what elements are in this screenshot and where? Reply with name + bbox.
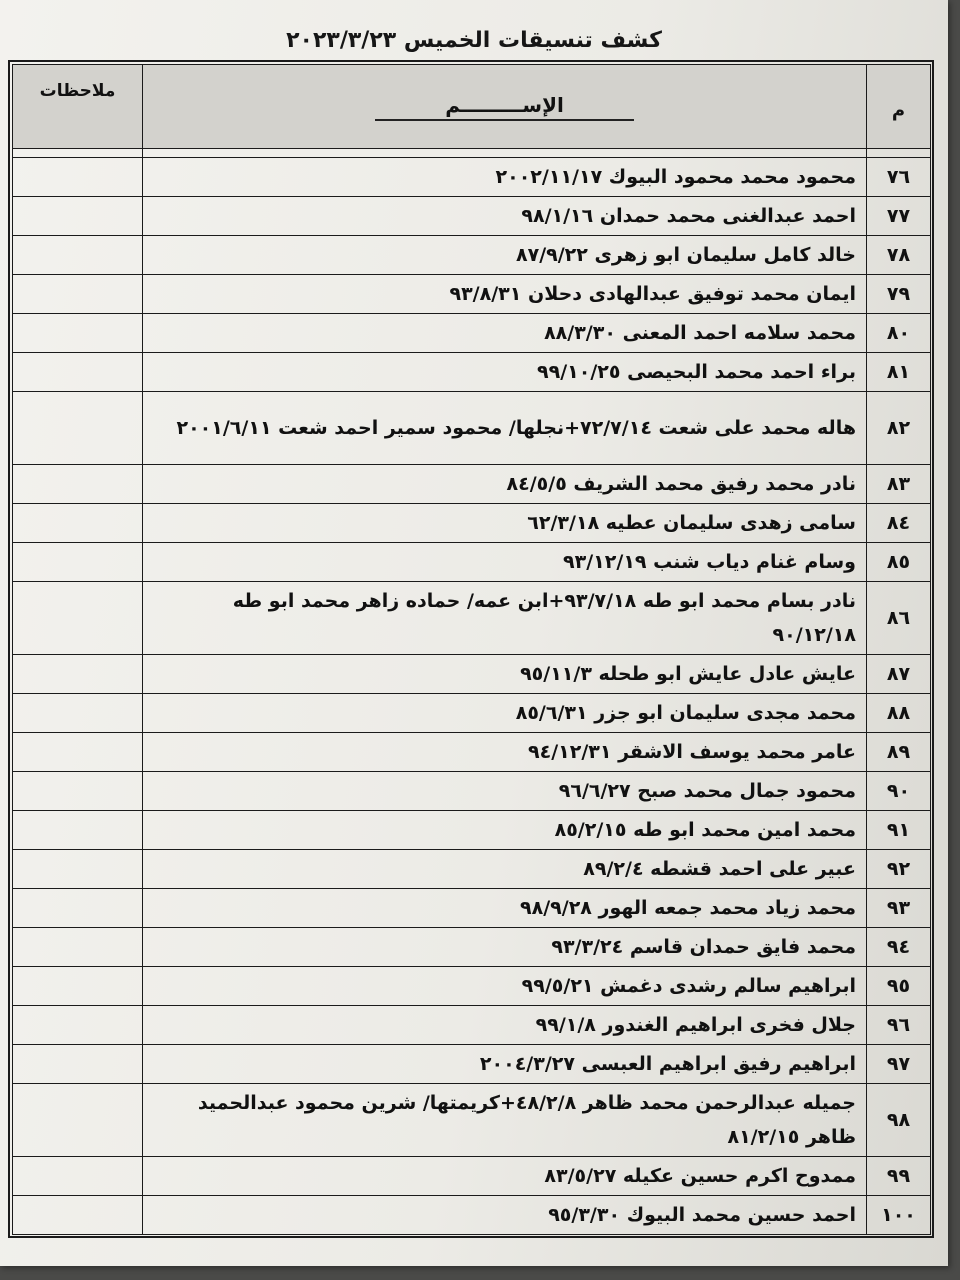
row-notes [13, 928, 143, 967]
row-notes [13, 967, 143, 1006]
table-row [13, 1157, 931, 1196]
row-number: ٩٨ [867, 1084, 931, 1157]
row-name: محمد زياد محمد جمعه الهور ٩٨/٩/٢٨ [143, 889, 867, 928]
table-row [13, 353, 931, 392]
table-row [13, 1006, 931, 1045]
row-notes [13, 733, 143, 772]
row-name: عامر محمد يوسف الاشقر ٩٤/١٢/٣١ [143, 733, 867, 772]
row-name: ابراهيم سالم رشدى دغمش ٩٩/٥/٢١ [143, 967, 867, 1006]
row-notes [13, 465, 143, 504]
row-notes [13, 543, 143, 582]
row-notes [13, 811, 143, 850]
names-table [12, 64, 931, 1235]
table-row [13, 543, 931, 582]
row-notes [13, 314, 143, 353]
row-notes [13, 275, 143, 314]
row-number: ٨٠ [867, 314, 931, 353]
row-name: جلال فخرى ابراهيم الغندور ٩٩/١/٨ [143, 1006, 867, 1045]
row-number: ٨٢ [867, 392, 931, 465]
row-notes [13, 197, 143, 236]
page-title: كشف تنسيقات الخميس ٢٠٢٣/٣/٢٣ [286, 28, 662, 53]
table-row [13, 197, 931, 236]
table-row [13, 850, 931, 889]
row-name: احمد عبدالغنى محمد حمدان ٩٨/١/١٦ [143, 197, 867, 236]
row-number: ٩٧ [867, 1045, 931, 1084]
row-notes [13, 889, 143, 928]
row-notes [13, 504, 143, 543]
row-name: جميله عبدالرحمن محمد ظاهر ٤٨/٢/٨+كريمتها/ شرين محمود عبدالحميد ظاهر ٨١/٢/١٥ [143, 1084, 867, 1157]
row-number: ٩١ [867, 811, 931, 850]
row-number: ٩٤ [867, 928, 931, 967]
row-notes [13, 582, 143, 655]
row-number: ٨٨ [867, 694, 931, 733]
row-number: ٩٣ [867, 889, 931, 928]
row-number: ٩٠ [867, 772, 931, 811]
row-name: خالد كامل سليمان ابو زهرى ٨٧/٩/٢٢ [143, 236, 867, 275]
table-spacer-row [13, 149, 931, 158]
table-row [13, 967, 931, 1006]
row-notes [13, 850, 143, 889]
table-row [13, 504, 931, 543]
table-row [13, 236, 931, 275]
table-row [13, 694, 931, 733]
header-name [143, 65, 867, 149]
table-row [13, 392, 931, 465]
row-name: عايش عادل عايش ابو طحله ٩٥/١١/٣ [143, 655, 867, 694]
row-name: براء احمد محمد البحيصى ٩٩/١٠/٢٥ [143, 353, 867, 392]
row-name: سامى زهدى سليمان عطيه ٦٢/٣/١٨ [143, 504, 867, 543]
row-notes [13, 236, 143, 275]
row-notes [13, 1157, 143, 1196]
row-name: محمد مجدى سليمان ابو جزر ٨٥/٦/٣١ [143, 694, 867, 733]
row-name: ممدوح اكرم حسين عكيله ٨٣/٥/٢٧ [143, 1157, 867, 1196]
row-number: ٩٦ [867, 1006, 931, 1045]
row-number: ٧٦ [867, 158, 931, 197]
row-number: ٩٩ [867, 1157, 931, 1196]
row-notes [13, 1045, 143, 1084]
header-number: م [867, 65, 931, 149]
row-number: ٨١ [867, 353, 931, 392]
row-number: ٩٥ [867, 967, 931, 1006]
table-row [13, 1045, 931, 1084]
row-name: هاله محمد على شعت ٧٢/٧/١٤+نجلها/ محمود سمير احمد شعت ٢٠٠١/٦/١١ [143, 392, 867, 465]
row-number: ٨٦ [867, 582, 931, 655]
header-notes: ملاحظات [13, 65, 143, 149]
table-row [13, 733, 931, 772]
row-name: عبير على احمد قشطه ٨٩/٢/٤ [143, 850, 867, 889]
row-name: ايمان محمد توفيق عبدالهادى دحلان ٩٣/٨/٣١ [143, 275, 867, 314]
row-number: ٨٧ [867, 655, 931, 694]
row-name: نادر محمد رفيق محمد الشريف ٨٤/٥/٥ [143, 465, 867, 504]
row-name: محمد امين محمد ابو طه ٨٥/٢/١٥ [143, 811, 867, 850]
table-row [13, 811, 931, 850]
row-notes [13, 655, 143, 694]
row-notes [13, 772, 143, 811]
table-row [13, 928, 931, 967]
row-name: محمود جمال محمد صبح ٩٦/٦/٢٧ [143, 772, 867, 811]
row-number: ٨٥ [867, 543, 931, 582]
table-row [13, 158, 931, 197]
table-row [13, 889, 931, 928]
table-row [13, 772, 931, 811]
row-name: محمود محمد محمود البيوك ٢٠٠٢/١١/١٧ [143, 158, 867, 197]
row-notes [13, 1196, 143, 1235]
row-name: محمد فايق حمدان قاسم ٩٣/٣/٢٤ [143, 928, 867, 967]
row-number: ٧٨ [867, 236, 931, 275]
table-header-row [13, 65, 931, 149]
row-number: ٧٩ [867, 275, 931, 314]
row-name: وسام غنام دياب شنب ٩٣/١٢/١٩ [143, 543, 867, 582]
row-notes [13, 1006, 143, 1045]
row-name: ابراهيم رفيق ابراهيم العبسى ٢٠٠٤/٣/٢٧ [143, 1045, 867, 1084]
row-name: احمد حسين محمد البيوك ٩٥/٣/٣٠ [143, 1196, 867, 1235]
table-row [13, 1196, 931, 1235]
table-row [13, 314, 931, 353]
row-number: ٨٣ [867, 465, 931, 504]
row-notes [13, 392, 143, 465]
table-row [13, 465, 931, 504]
table-row [13, 655, 931, 694]
row-number: ٩٢ [867, 850, 931, 889]
row-notes [13, 1084, 143, 1157]
table-row [13, 1084, 931, 1157]
row-notes [13, 158, 143, 197]
row-notes [13, 353, 143, 392]
row-notes [13, 694, 143, 733]
row-number: ٧٧ [867, 197, 931, 236]
row-name: نادر بسام محمد ابو طه ٩٣/٧/١٨+ابن عمه/ حماده زاهر محمد ابو طه ٩٠/١٢/١٨ [143, 582, 867, 655]
row-number: ٨٤ [867, 504, 931, 543]
table-row [13, 582, 931, 655]
row-number: ٨٩ [867, 733, 931, 772]
header-name-label: الإســـــــــم [375, 93, 634, 121]
table-row [13, 275, 931, 314]
row-name: محمد سلامه احمد المعنى ٨٨/٣/٣٠ [143, 314, 867, 353]
row-number: ١٠٠ [867, 1196, 931, 1235]
